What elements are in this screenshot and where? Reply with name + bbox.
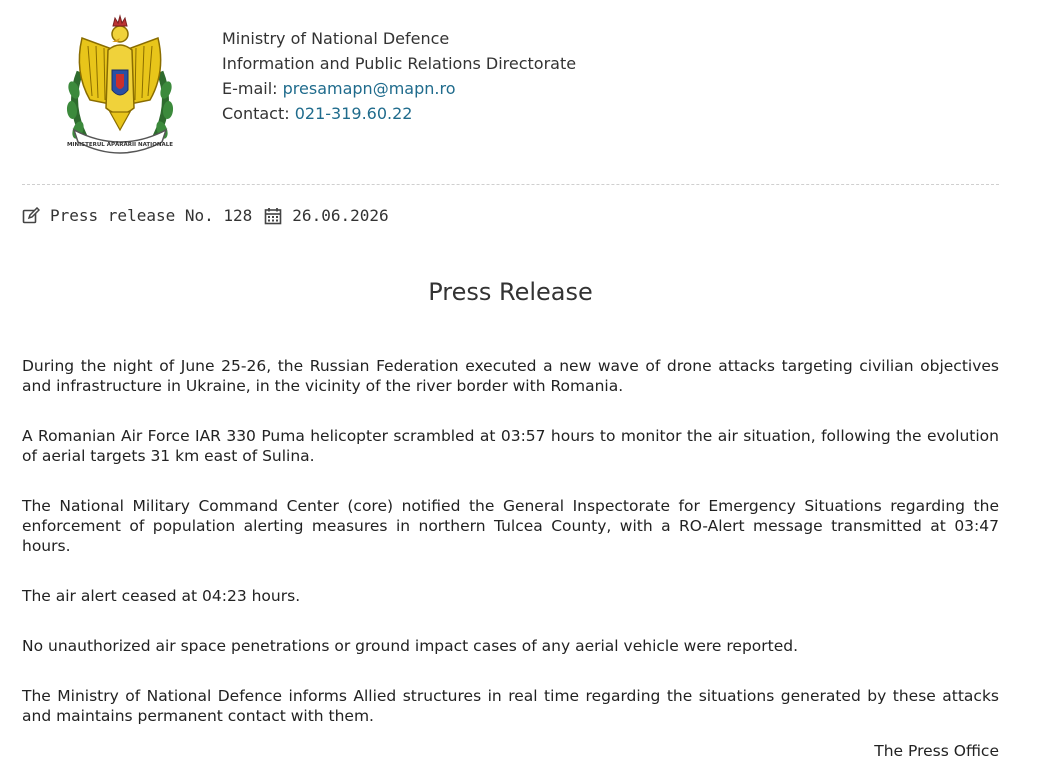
paragraph: The Ministry of National Defence informs Allied structures in real time regarding the situations generated by these attacks and maintains permanent contact with them. [22,687,999,725]
phone-link[interactable]: 021-319.60.22 [294,104,413,123]
contact-label: Contact: [222,104,295,123]
ministry-logo-icon [60,12,180,162]
paragraph: The National Military Command Center (core) notified the General Inspectorate for Emergency Situations regarding the enforcement of population alerting measures in northern Tulcea County, with a RO-Alert message transmitted at 03:47 hours. [22,497,999,555]
email-line [222,76,576,101]
press-release-page [22,0,999,760]
release-date: 26.06.2026 [292,206,389,225]
email-label: E-mail: [222,79,283,98]
org-name: Ministry of National Defence [222,29,450,48]
email-link[interactable]: presamapn@mapn.ro [282,79,456,98]
calendar-icon [264,207,282,225]
contact-block [222,26,576,126]
header-divider [22,184,999,185]
release-number: Press release No. 128 [50,206,253,225]
directorate-name: Information and Public Relations Directorate [222,54,577,73]
page-title: Press Release [428,278,593,306]
release-meta [22,206,389,225]
paragraph: The air alert ceased at 04:23 hours. [22,587,301,605]
paragraph: A Romanian Air Force IAR 330 Puma helicopter scrambled at 03:57 hours to monitor the air situation, following the evolution of aerial targets 31 km east of Sulina. [22,427,999,465]
release-body [22,356,999,756]
logo-ribbon-text: MINISTERUL APĂRĂRII NAȚIONALE [66,142,174,148]
paragraph: No unauthorized air space penetrations or ground impact cases of any aerial vehicle were reported. [22,637,799,655]
edit-icon [22,207,40,225]
signature: The Press Office [874,742,999,760]
paragraph: During the night of June 25-26, the Russian Federation executed a new wave of drone attacks targeting civilian objectives and infrastructure in Ukraine, in the vicinity of the river border with Romania. [22,357,999,395]
page-header [22,0,999,184]
contact-line [222,101,576,126]
